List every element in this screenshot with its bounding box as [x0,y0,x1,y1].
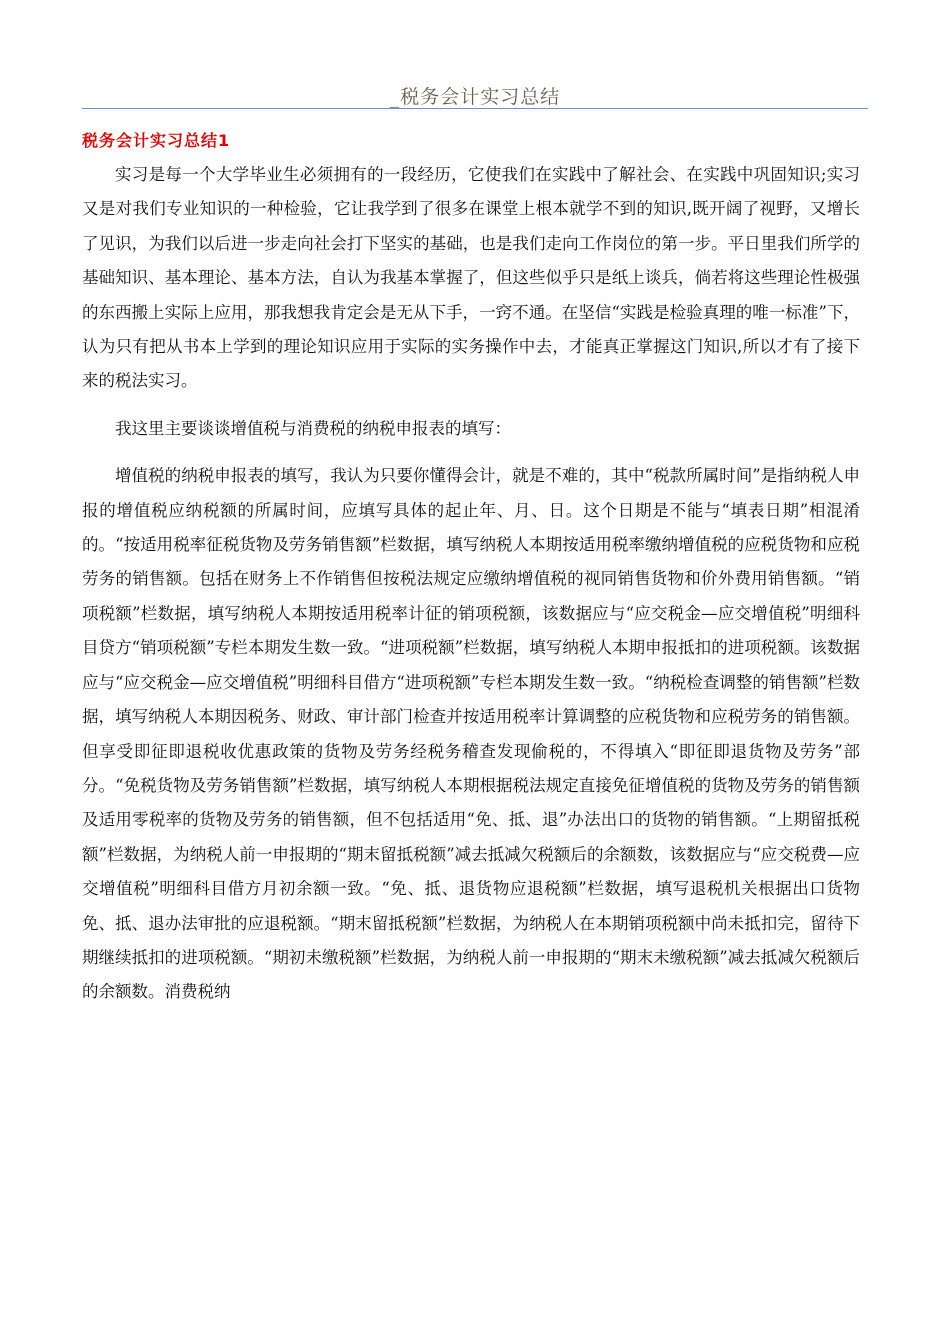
paragraph-vat-form: 增值税的纳税申报表的填写，我认为只要你懂得会计，就是不难的，其中“税款所属时间”是指纳税人申报的增值税应纳税额的所属时间，应填写具体的起止年、月、日。这个日期是不能与“填表日期”相混淆的。“按适用税率征税货物及劳务销售额”栏数据，填写纳税人本期按适用税率缴纳增值税的应税货物和应税劳务的销售额。包括在财务上不作销售但按税法规定应缴纳增值税的视同销售货物和价外费用销售额。“销项税额”栏数据，填写纳税人本期按适用税率计征的销项税额，该数据应与“应交税金—应交增值税”明细科目贷方“销项税额”专栏本期发生数一致。“进项税额”栏数据，填写纳税人本期申报抵扣的进项税额。该数据应与“应交税金—应交增值税”明细科目借方“进项税额”专栏本期发生数一致。“纳税检查调整的销售额”栏数据，填写纳税人本期因税务、财政、审计部门检查并按适用税率计算调整的应税货物和应税劳务的销售额。但享受即征即退税收优惠政策的货物及劳务经税务稽查发现偷税的，不得填入“即征即退货物及劳务”部分。“免税货物及劳务销售额”栏数据，填写纳税人本期根据税法规定直接免征增值税的货物及劳务的销售额及适用零税率的货物及劳务的销售额，但不包括适用“免、抵、退”办法出口的货物的销售额。“上期留抵税额”栏数据，为纳税人前一申报期的“期末留抵税额”减去抵减欠税额后的余额数，该数据应与“应交税费—应交增值税”明细科目借方月初余额一致。“免、抵、退货物应退税额”栏数据，填写退税机关根据出口货物免、抵、退办法审批的应退税额。“期末留抵税额”栏数据，为纳税人在本期销项税额中尚未抵扣完，留待下期继续抵扣的进项税额。“期初未缴税额”栏数据，为纳税人前一申报期的“期末未缴税额”减去抵减欠税额后的余额数。消费税纳 [82,466,860,1002]
header-divider [82,108,868,109]
paragraph-intro: 实习是每一个大学毕业生必须拥有的一段经历，它使我们在实践中了解社会、在实践中巩固知识;实习又是对我们专业知识的一种检验，它让我学到了很多在课堂上根本就学不到的知识,既开阔了视野，又增长了见识，为我们以后进一步走向社会打下坚实的基础，也是我们走向工作岗位的第一步。平日里我们所学的基础知识、基本理论、基本方法，自认为我基本掌握了，但这些似乎只是纸上谈兵，倘若将这些理论性极强的东西搬上实际上应用，那我想我肯定会是无从下手，一窍不通。在坚信“实践是检验真理的唯一标准”下，认为只有把从书本上学到的理论知识应用于实际的实务操作中去，才能真正掌握这门知识,所以才有了接下来的税法实习。 [82,165,860,391]
document-header-title: _税务会计实习总结 [389,86,561,108]
section-heading: 税务会计实习总结1 [82,131,231,150]
paragraph-topic: 我这里主要谈谈增值税与消费税的纳税申报表的填写： [115,418,511,438]
document-body [82,158,860,1010]
